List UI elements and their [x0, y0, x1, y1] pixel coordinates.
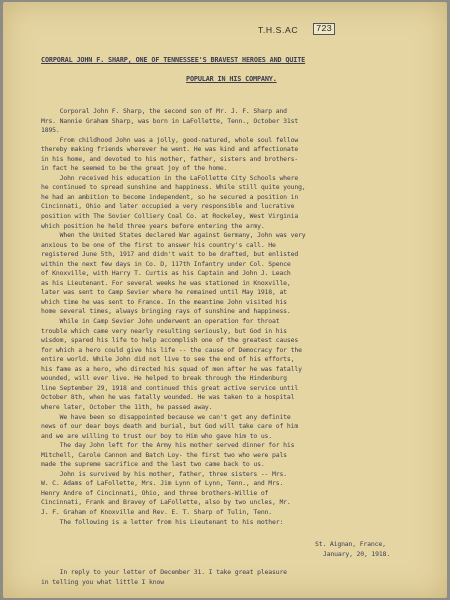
text-line: We have been so disappointed because we can't get any definite: [41, 412, 291, 421]
text-line: within the next few days in Co. D, 117th Infantry under Col. Spence: [41, 259, 291, 268]
text-line: made the supreme sacrifice and the last two came back to us.: [41, 460, 265, 469]
archive-label: T.H.S.AC: [258, 25, 299, 35]
text-line: The following is a letter from his Lieutenant to his mother:: [41, 517, 284, 526]
text-line: wisdom, spared his life to help accomplish one of the greatest causes: [41, 336, 299, 345]
text-line: in his home, and devoted to his mother, father, sisters and brothers-: [41, 154, 299, 163]
text-line: John is survived by his mother, father, three sisters -- Mrs.: [41, 469, 287, 478]
text-line: Corporal John F. Sharp, the second son of Mr. J. F. Sharp and: [41, 107, 287, 115]
text-line: in telling you what little I know: [41, 577, 164, 586]
text-line: From childhood John was a jolly, good-natured, whole soul fellow: [41, 135, 299, 144]
text-line: Mrs. Nannie Graham Sharp, was born in LaFollette, Tenn., October 31st: [41, 116, 299, 125]
text-line: October 8th, when he was fatally wounded. He was taken to a hospital: [41, 393, 295, 402]
text-line: home several times, always bringing rays of sunshine and happiness.: [41, 307, 291, 316]
text-line: where later, October the 11th, he passed away.: [41, 402, 213, 411]
text-line: news of our dear boys death and burial, but God will take care of him: [41, 422, 299, 431]
text-line: While in Camp Sevier John underwent an operation for throat: [41, 317, 280, 326]
text-line: In reply to your letter of December 31. I take great pleasure: [41, 568, 287, 576]
text-line: he had an ambition to become independent, so he secured a position in: [41, 192, 299, 201]
text-line: Henry Andre of Cincinnati, Ohio, and three brothers-Willie of: [41, 488, 269, 497]
document-title-line-1: CORPORAL JOHN F. SHARP, ONE OF TENNESSEE'S BRAVEST HEROES AND QUITE: [41, 56, 306, 64]
text-line: which position he held three years before entering the army.: [41, 221, 265, 230]
text-line: 1895.: [41, 126, 60, 135]
text-line: Cincinnati, Ohio and later occupied a very responsible and lucrative: [41, 202, 295, 211]
text-line: and we are willing to trust our boy to Him who gave him to us.: [41, 431, 272, 440]
text-line: wounded, will ever live. He helped to break through the Hindenburg: [41, 374, 287, 383]
archive-number-stamp: 723: [313, 23, 335, 35]
text-line: in fact he seemed to be the great joy of the home.: [41, 164, 228, 173]
text-line: When the United States declared War against Germany, John was very: [41, 231, 306, 240]
text-line: John received his education in the LaFollette City Schools where: [41, 173, 299, 182]
text-line: he continued to spread sunshine and happiness. While still quite young,: [41, 183, 306, 192]
text-line: J. F. Graham of Knoxville and Rev. E. T. Sharp of Tulin, Tenn.: [41, 507, 272, 516]
text-line: later was sent to Camp Sevier where he remained until May 1918, at: [41, 288, 287, 297]
text-line: Mitchell, Carole Cannon and Batch Loy- the first two who were pals: [41, 450, 287, 459]
text-line: as his Lieutenant. For several weeks he was stationed in Knoxville,: [41, 278, 291, 287]
text-line: which time he was sent to France. In the meantime John visited his: [41, 297, 287, 306]
text-line: position with The Sovier Colliery Coal Co. at Rockeley, West Virginia: [41, 212, 299, 221]
text-line: line September 29, 1918 and continued this great active service until: [41, 383, 299, 392]
text-line: W. C. Adams of LaFollette, Mrs. Jim Lynn of Lynn, Tenn., and Mrs.: [41, 479, 284, 488]
letter-opening-text: [41, 568, 287, 587]
text-line: anxious to be one of the first to answer his country's call. He: [41, 240, 276, 249]
text-line: thereby making friends wherever he went. He was kind and affectionate: [41, 145, 299, 154]
text-line: for which a hero could give his life -- the cause of Democracy for the: [41, 345, 302, 354]
text-line: The day John left for the Army his mother served dinner for his: [41, 441, 295, 450]
text-line: entire world. While John did not live to see the end of his efforts,: [41, 355, 295, 364]
body-text: [41, 107, 306, 527]
text-line: registered June 5th, 1917 and didn't wait to be drafted, but enlisted: [41, 250, 299, 259]
document-title-line-2: POPULAR IN HIS COMPANY.: [186, 75, 277, 83]
text-line: Cincinnati, Frank and Bravey of LaFollette, also by two uncles, Mr.: [41, 498, 291, 507]
letter-date: January, 20, 1918.: [323, 550, 391, 558]
letter-place: St. Aignan, France,: [315, 540, 386, 548]
text-line: of Knoxville, with Harry T. Curtis as his Captain and John J. Leach: [41, 269, 291, 278]
text-line: trouble which came very nearly resulting seriously, but God in his: [41, 326, 287, 335]
document-page: [3, 2, 447, 598]
text-line: his fame as a hero, who directed his squad of men after he was fatally: [41, 364, 302, 373]
